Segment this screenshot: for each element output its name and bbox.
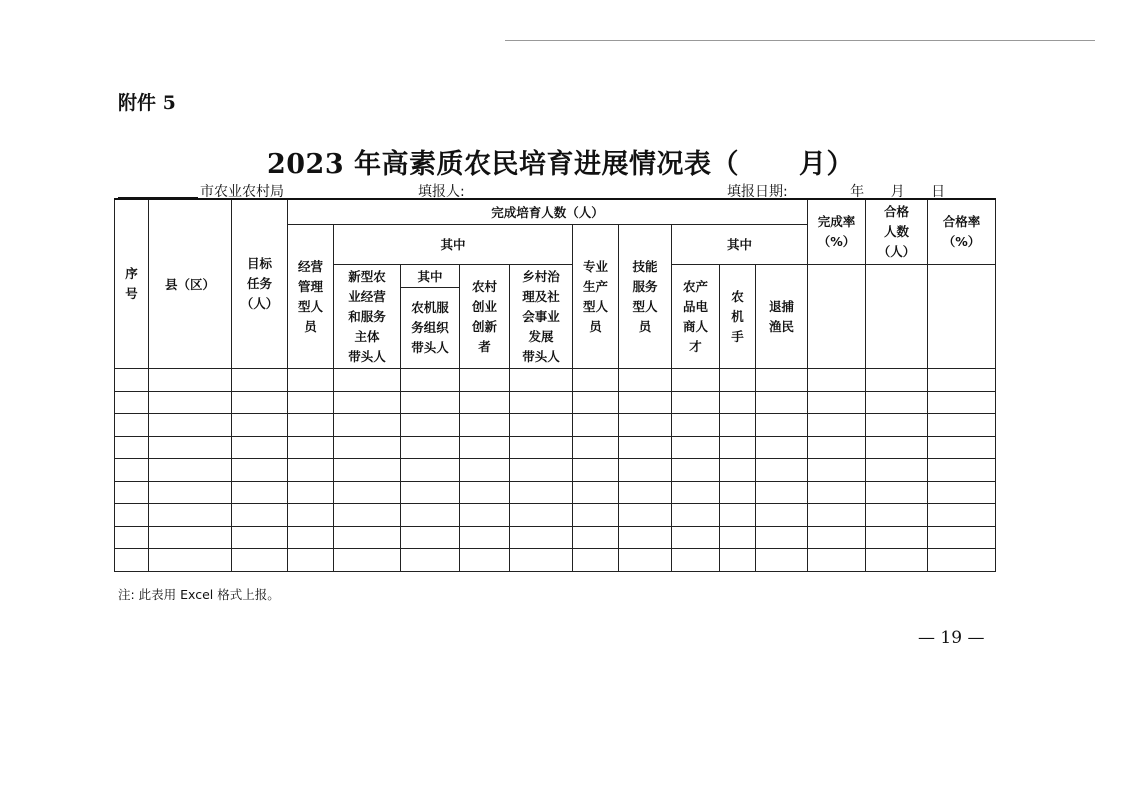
table-cell[interactable] [808,526,866,549]
table-cell[interactable] [401,436,460,459]
col-skill-service: 技能 服务 型人 员 [619,225,672,369]
table-cell[interactable] [510,481,573,504]
table-cell[interactable] [672,459,720,482]
table-cell[interactable] [672,504,720,527]
table-cell[interactable] [232,414,288,437]
table-cell[interactable] [756,526,808,549]
table-cell[interactable] [928,481,996,504]
table-cell[interactable] [460,549,510,572]
table-row [115,549,996,572]
table-cell[interactable] [866,369,928,392]
table-cell[interactable] [720,369,756,392]
table-cell[interactable] [232,369,288,392]
table-cell[interactable] [619,414,672,437]
table-cell[interactable] [672,481,720,504]
table-cell[interactable] [720,549,756,572]
table-cell[interactable] [232,549,288,572]
table-cell[interactable] [460,504,510,527]
table-cell[interactable] [619,436,672,459]
table-cell[interactable] [928,369,996,392]
table-cell[interactable] [573,391,619,414]
table-cell[interactable] [619,481,672,504]
table-cell[interactable] [672,391,720,414]
table-cell[interactable] [720,436,756,459]
table-cell[interactable] [619,391,672,414]
table-row [115,526,996,549]
table-cell[interactable] [619,526,672,549]
table-cell[interactable] [573,549,619,572]
date-label: 填报日期: [727,184,788,200]
table-cell[interactable] [149,504,232,527]
col-machine-operator: 农 机 手 [720,265,756,369]
table-cell[interactable] [288,391,334,414]
table-cell[interactable] [619,504,672,527]
table-cell[interactable] [149,526,232,549]
table-cell[interactable] [808,391,866,414]
table-cell[interactable] [808,481,866,504]
table-cell[interactable] [401,526,460,549]
table-cell[interactable] [928,504,996,527]
table-cell[interactable] [756,369,808,392]
table-cell[interactable] [288,436,334,459]
table-cell[interactable] [720,504,756,527]
table-cell[interactable] [232,391,288,414]
table-cell[interactable] [460,459,510,482]
table-cell[interactable] [720,526,756,549]
table-cell[interactable] [720,391,756,414]
table-row [115,414,996,437]
date-year: 年 [850,184,865,200]
col-county: 县（区） [149,199,232,369]
table-cell[interactable] [288,504,334,527]
table-row [115,504,996,527]
table-cell[interactable] [928,391,996,414]
table-cell[interactable] [510,391,573,414]
table-cell[interactable] [288,369,334,392]
table-cell[interactable] [334,459,401,482]
table-cell[interactable] [232,481,288,504]
table-cell[interactable] [401,504,460,527]
table-cell[interactable] [149,549,232,572]
col-management: 经营 管理 型人 员 [288,225,334,369]
footnote: 注: 此表用 Excel 格式上报。 [118,587,280,602]
table-row [115,481,996,504]
table-row [115,436,996,459]
table-cell[interactable] [401,369,460,392]
table-cell[interactable] [672,414,720,437]
table-cell[interactable] [573,436,619,459]
table-cell[interactable] [334,549,401,572]
table-cell[interactable] [115,504,149,527]
table-cell[interactable] [573,459,619,482]
table-cell[interactable] [149,369,232,392]
table-cell[interactable] [510,526,573,549]
date-day: 日 [931,184,946,200]
col-qizhong-a: 其中 [334,225,573,265]
attachment-label: 附件 5 [118,92,176,114]
table-cell[interactable] [866,549,928,572]
table-cell[interactable] [510,369,573,392]
table-cell[interactable] [808,436,866,459]
table-cell[interactable] [672,369,720,392]
bureau-label: 市农业农村局 [200,184,284,200]
col-production: 专业 生产 型人 员 [573,225,619,369]
col-qizhong-sub: 其中 [401,265,460,288]
table-cell[interactable] [756,414,808,437]
table-cell[interactable] [115,459,149,482]
table-cell[interactable] [756,504,808,527]
cell-qualified-rate-blank[interactable] [928,265,996,369]
table-cell[interactable] [672,436,720,459]
col-retired-fishermen: 退捕 渔民 [756,265,808,369]
title-main: 2023 年高素质农民培育进展情况表（ [266,149,740,180]
table-cell[interactable] [232,459,288,482]
col-qizhong-b: 其中 [672,225,808,265]
table-cell[interactable] [573,526,619,549]
table-row [115,391,996,414]
table-cell[interactable] [756,549,808,572]
table-cell[interactable] [573,414,619,437]
table-cell[interactable] [115,391,149,414]
table-cell[interactable] [928,459,996,482]
table-cell[interactable] [115,369,149,392]
col-completion-rate: 完成率 （%） [808,199,866,265]
table-cell[interactable] [510,414,573,437]
table-cell[interactable] [808,414,866,437]
table-cell[interactable] [115,481,149,504]
table-cell[interactable] [808,459,866,482]
table-cell[interactable] [232,526,288,549]
col-ecommerce: 农产 品电 商人 才 [672,265,720,369]
table-cell[interactable] [334,504,401,527]
page-number: — 19 — [918,628,985,648]
table-cell[interactable] [573,481,619,504]
table-cell[interactable] [115,549,149,572]
table-cell[interactable] [149,391,232,414]
table-cell[interactable] [672,526,720,549]
table-cell[interactable] [756,481,808,504]
table-cell[interactable] [573,504,619,527]
table-cell[interactable] [334,526,401,549]
table-cell[interactable] [401,481,460,504]
table-cell[interactable] [149,436,232,459]
filler-label: 填报人: [418,184,465,200]
table-cell[interactable] [619,369,672,392]
table-cell[interactable] [334,369,401,392]
table-cell[interactable] [334,481,401,504]
header-rule [505,40,1095,41]
progress-table [114,198,996,572]
table-cell[interactable] [334,414,401,437]
table-cell[interactable] [460,436,510,459]
table-cell[interactable] [756,459,808,482]
table-cell[interactable] [720,414,756,437]
table-cell[interactable] [401,414,460,437]
table-cell[interactable] [866,459,928,482]
table-cell[interactable] [288,459,334,482]
table-cell[interactable] [401,549,460,572]
table-cell[interactable] [928,526,996,549]
cell-completion-rate-blank[interactable] [808,265,866,369]
table-cell[interactable] [460,391,510,414]
table-cell[interactable] [573,369,619,392]
col-qualified-rate: 合格率 （%） [928,199,996,265]
table-cell[interactable] [115,414,149,437]
table-cell[interactable] [460,369,510,392]
col-completed-group: 完成培育人数（人） [288,199,808,225]
table-cell[interactable] [619,549,672,572]
table-cell[interactable] [866,526,928,549]
table-cell[interactable] [510,504,573,527]
col-target: 目标 任务 （人） [232,199,288,369]
col-new-agri: 新型农 业经营 和服务 主体 带头人 [334,265,401,369]
table-cell[interactable] [928,436,996,459]
table-cell[interactable] [619,459,672,482]
table-cell[interactable] [288,414,334,437]
col-seq: 序 号 [115,199,149,369]
table-cell[interactable] [808,504,866,527]
table-cell[interactable] [115,526,149,549]
title-month: 月） [799,149,855,180]
table-cell[interactable] [808,369,866,392]
table-cell[interactable] [672,549,720,572]
table-cell[interactable] [866,414,928,437]
table-cell[interactable] [510,459,573,482]
table-cell[interactable] [510,549,573,572]
table-cell[interactable] [460,481,510,504]
table-cell[interactable] [232,504,288,527]
table-cell[interactable] [401,459,460,482]
table-row [115,369,996,392]
table-cell[interactable] [232,436,288,459]
table-cell[interactable] [460,414,510,437]
table-cell[interactable] [866,504,928,527]
table-cell[interactable] [288,481,334,504]
col-rural-entrepreneur: 农村 创业 创新 者 [460,265,510,369]
table-cell[interactable] [928,549,996,572]
table-cell[interactable] [928,414,996,437]
table-cell[interactable] [808,549,866,572]
date-month: 月 [890,184,905,200]
table-cell[interactable] [756,436,808,459]
col-rural-governance: 乡村治 理及社 会事业 发展 带头人 [510,265,573,369]
table-cell[interactable] [720,481,756,504]
table-cell[interactable] [288,549,334,572]
table-cell[interactable] [510,436,573,459]
table-cell[interactable] [149,481,232,504]
col-agri-machinery: 农机服 务组织 带头人 [401,288,460,369]
table-cell[interactable] [334,436,401,459]
table-cell[interactable] [720,459,756,482]
table-cell[interactable] [756,391,808,414]
table-cell[interactable] [866,481,928,504]
table-cell[interactable] [460,526,510,549]
col-qualified-count: 合格 人数 （人） [866,199,928,265]
table-cell[interactable] [334,391,401,414]
table-row [115,459,996,482]
table-cell[interactable] [149,414,232,437]
table-cell[interactable] [115,436,149,459]
table-cell[interactable] [401,391,460,414]
page-title [0,142,1121,181]
table-cell[interactable] [288,526,334,549]
cell-qualified-count-blank[interactable] [866,265,928,369]
table-cell[interactable] [866,391,928,414]
table-cell[interactable] [866,436,928,459]
table-cell[interactable] [149,459,232,482]
